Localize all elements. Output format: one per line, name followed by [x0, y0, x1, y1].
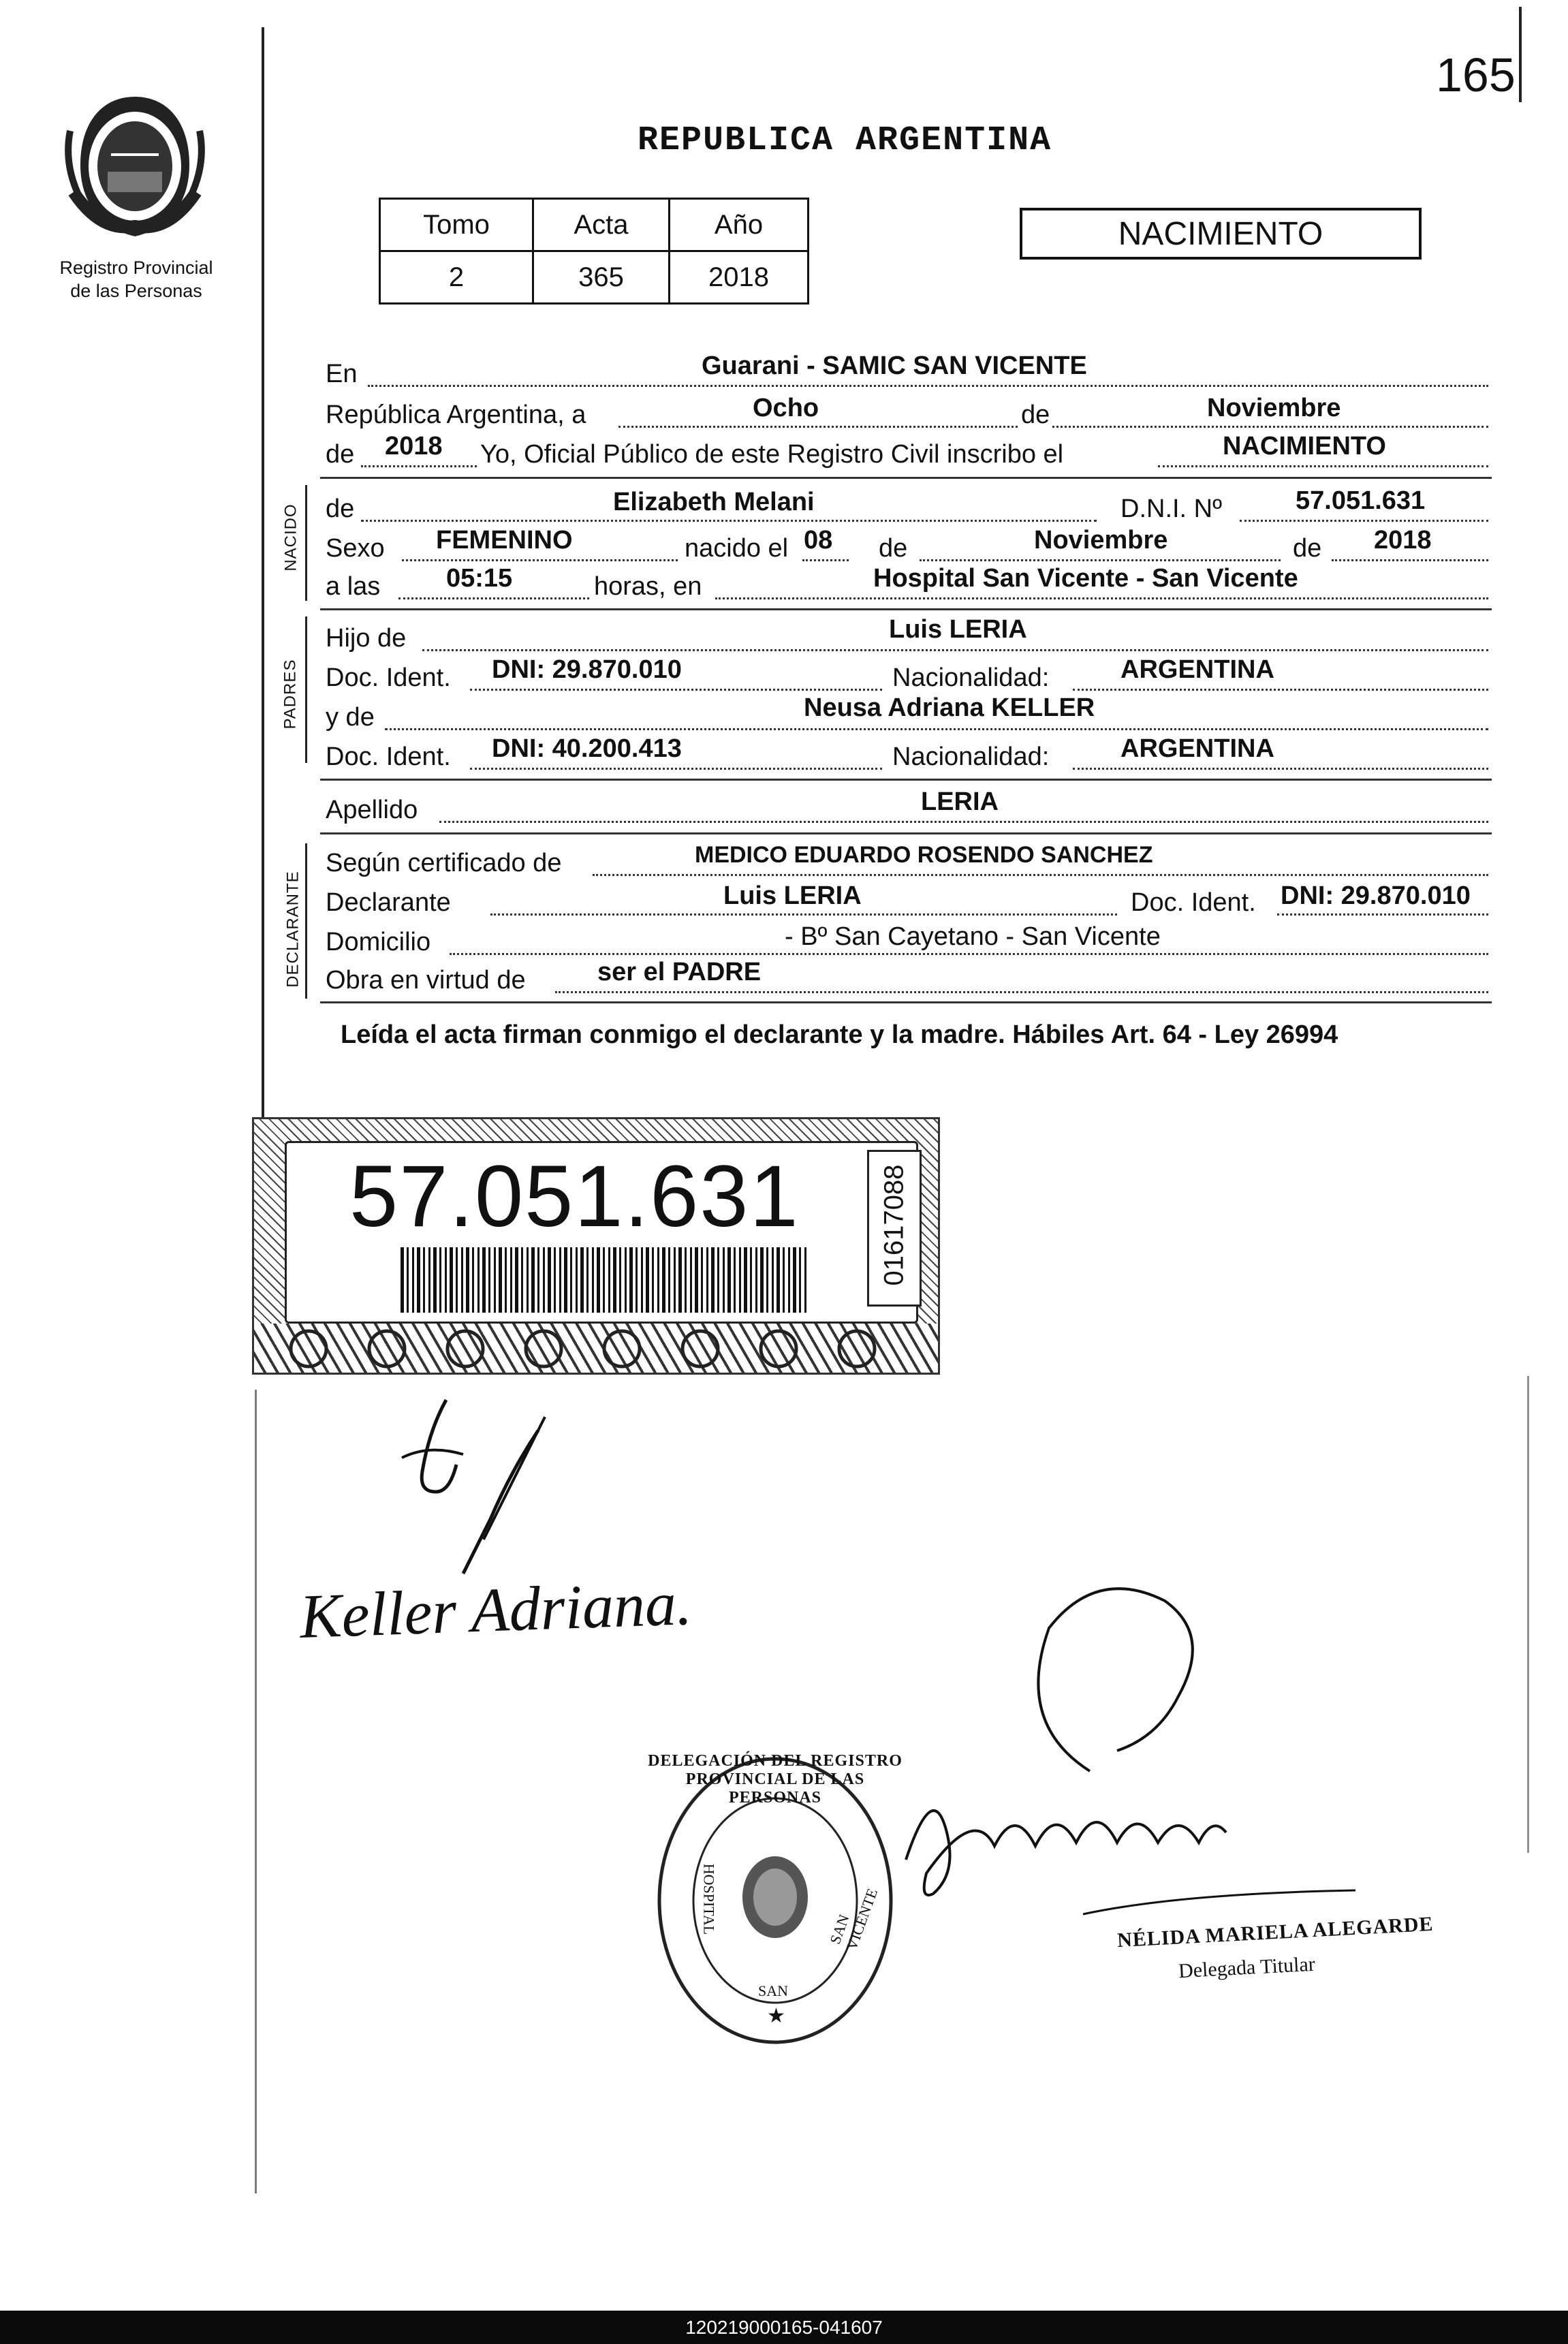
en-value: Guarani - SAMIC SAN VICENTE — [702, 351, 1087, 380]
register-value-acta: 365 — [533, 251, 670, 304]
nacido-bracket — [305, 485, 307, 601]
yde-dots — [385, 728, 1488, 730]
nacido-section-label: NACIDO — [281, 503, 300, 572]
record-type: NACIMIENTO — [1118, 216, 1323, 252]
yde-label: y de — [326, 703, 375, 732]
sexo-value: FEMENINO — [436, 526, 573, 554]
obra-dots — [555, 991, 1488, 993]
nacido-el-label: nacido el — [685, 534, 789, 563]
register-value-tomo: 2 — [380, 251, 533, 304]
hora-dots — [398, 597, 589, 599]
nacido-nombre: Elizabeth Melani — [613, 488, 815, 516]
nacido-dia-dots — [802, 559, 849, 561]
nacido-anio-dots — [1332, 559, 1488, 561]
sticker-serial: 01617088 — [879, 1164, 909, 1286]
madre-nac-label: Nacionalidad: — [892, 743, 1050, 771]
register-value-anio: 2018 — [670, 251, 809, 304]
inscribo-label: Yo, Oficial Público de este Registro Civil inscribo el — [480, 440, 1064, 469]
seal-star: ★ — [767, 2005, 785, 2027]
madre-doc-dots — [470, 768, 882, 770]
register-table-header-row — [380, 199, 809, 251]
right-margin-line-lower — [1527, 1376, 1529, 1853]
apellido-dots — [439, 821, 1488, 823]
register-header-anio: Año — [670, 199, 809, 251]
decl-label: Declarante — [326, 888, 451, 917]
padre-nac-label: Nacionalidad: — [892, 663, 1050, 692]
declarante-bracket — [305, 843, 307, 999]
dni-label: D.N.I. Nº — [1120, 495, 1222, 523]
decl-dots — [490, 913, 1117, 916]
sticker-registered-marks — [268, 1327, 922, 1369]
seal-inner-left: HOSPITAL — [700, 1863, 718, 1935]
padres-section-label: PADRES — [281, 659, 300, 730]
padre-doc-label: Doc. Ident. — [326, 663, 451, 692]
separator-5 — [320, 1001, 1492, 1003]
hijo-dots — [422, 649, 1488, 651]
de-label: de — [1018, 402, 1052, 428]
lugar-dots — [715, 597, 1488, 599]
nacido-mes: Noviembre — [1034, 526, 1168, 554]
register-table-value-row — [380, 251, 809, 304]
nacido-de-label2: de — [879, 534, 908, 563]
sticker-number: 57.051.631 — [349, 1148, 800, 1245]
hijo-label: Hijo de — [326, 624, 407, 653]
seal-ring-text: DELEGACIÓN DEL REGISTRO PROVINCIAL DE LAS PERSONAS — [648, 1752, 903, 1807]
padre-nac: ARGENTINA — [1120, 655, 1274, 684]
separator-4 — [320, 832, 1492, 834]
register-header-tomo: Tomo — [380, 199, 533, 251]
nacido-dia: 08 — [804, 526, 833, 554]
decl-doc-label: Doc. Ident. — [1131, 888, 1256, 917]
register-header-acta: Acta — [533, 199, 670, 251]
declarante-signature — [381, 1390, 559, 1587]
separator-1 — [320, 477, 1492, 479]
de2-dots — [361, 465, 477, 467]
official-title: Delegada Titular — [1178, 1952, 1316, 1983]
inscribo-dots — [1158, 465, 1488, 467]
registry-name-line1: Registro Provincial — [59, 257, 213, 278]
hora-value: 05:15 — [446, 564, 513, 593]
sexo-label: Sexo — [326, 534, 385, 563]
seal-inner-bottom: SAN — [758, 1982, 789, 1999]
decl-value: Luis LERIA — [723, 881, 862, 910]
nacido-mes-dots — [920, 559, 1281, 561]
apellido-label: Apellido — [326, 796, 418, 824]
madre-nac: ARGENTINA — [1120, 734, 1274, 763]
anio-value: 2018 — [385, 432, 443, 460]
mes-value: Noviembre — [1207, 394, 1341, 422]
en-label: En — [326, 360, 358, 388]
padre-nombre: Luis LERIA — [889, 615, 1027, 644]
seal-inner-right: SAN VICENTE — [826, 1886, 881, 1952]
alas-label: a las — [326, 572, 381, 601]
cert-label: Según certificado de — [326, 849, 562, 877]
padre-doc: DNI: 29.870.010 — [492, 655, 682, 684]
nacido-de-label3: de — [1293, 534, 1322, 563]
nacido-de-dots — [361, 520, 1097, 522]
left-margin-line-lower — [255, 1390, 257, 2193]
right-margin-line — [1519, 7, 1522, 102]
dia-value: Ocho — [753, 394, 819, 422]
dni-value: 57.051.631 — [1296, 486, 1426, 515]
cert-dots — [593, 874, 1488, 876]
declarante-section-label: DECLARANTE — [283, 871, 302, 988]
lugar-value: Hospital San Vicente - San Vicente — [873, 564, 1298, 593]
dom-label: Domicilio — [326, 928, 431, 956]
madre-doc: DNI: 40.200.413 — [492, 734, 682, 763]
sexo-dots — [402, 559, 678, 561]
madre-nac-dots — [1073, 768, 1488, 770]
nacido-anio: 2018 — [1374, 526, 1432, 554]
cert-value: MEDICO EDUARDO ROSENDO SANCHEZ — [695, 842, 1153, 868]
decl-doc-value: DNI: 29.870.010 — [1281, 881, 1471, 910]
padres-bracket — [305, 616, 307, 763]
obra-label: Obra en virtud de — [326, 966, 526, 995]
provincial-logo — [60, 90, 210, 260]
horas-label: horas, en — [594, 572, 702, 601]
official-signature — [892, 1574, 1383, 1928]
padre-nac-dots — [1073, 689, 1488, 691]
separator-2 — [320, 608, 1492, 610]
sticker-barcode — [401, 1247, 809, 1313]
madre-doc-label: Doc. Ident. — [326, 743, 451, 771]
inscribo-value: NACIMIENTO — [1223, 432, 1386, 460]
dom-value: - Bº San Cayetano - San Vicente — [785, 922, 1161, 951]
apellido-value: LERIA — [921, 787, 999, 816]
madre-nombre: Neusa Adriana KELLER — [804, 693, 1095, 722]
official-seal — [648, 1751, 903, 2050]
decl-doc-dots — [1277, 913, 1488, 916]
country-title: REPUBLICA ARGENTINA — [638, 121, 1052, 160]
padre-doc-dots — [470, 689, 882, 691]
en-dots — [368, 385, 1488, 387]
madre-signature: Keller Adriana. — [298, 1567, 693, 1652]
registry-name-line2: de las Personas — [70, 281, 202, 301]
record-type-box — [1020, 208, 1422, 260]
left-margin-line — [262, 27, 264, 1117]
dni-sticker — [252, 1117, 940, 1375]
republica-label: República Argentina, a — [326, 401, 586, 429]
footer-code: 120219000165-041607 — [0, 2311, 1568, 2344]
de2-label: de — [326, 440, 355, 469]
closing-text: Leída el acta firman conmigo el declarante y la madre. Hábiles Art. 64 - Ley 26994 — [341, 1020, 1338, 1049]
dni-dots — [1240, 520, 1488, 522]
page-number: 165 — [1436, 48, 1516, 101]
official-name: NÉLIDA MARIELA ALEGARDE — [1116, 1912, 1434, 1952]
republica-dots — [618, 426, 1488, 428]
dom-dots — [450, 953, 1488, 955]
register-table — [379, 198, 809, 304]
separator-3 — [320, 779, 1492, 781]
nacido-de-label: de — [326, 495, 355, 523]
obra-value: ser el PADRE — [597, 958, 762, 986]
